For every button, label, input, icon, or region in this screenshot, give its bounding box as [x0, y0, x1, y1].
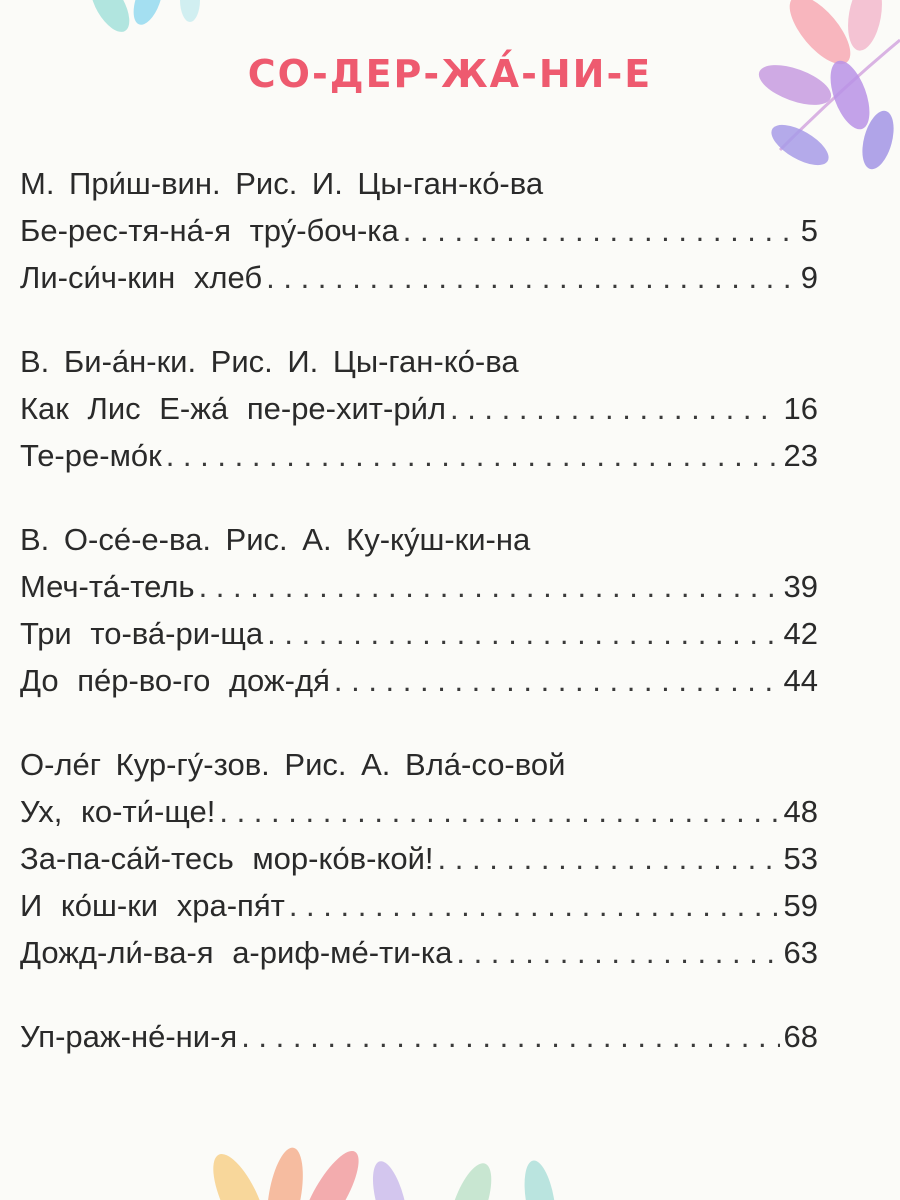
dot-leader — [219, 788, 779, 835]
entry-title: За-па-са́й-тесь мор-ко́в-кой! — [20, 841, 434, 876]
dot-leader — [403, 207, 797, 254]
toc-section — [20, 1013, 818, 1060]
page-number: 48 — [783, 794, 818, 829]
dot-leader — [438, 835, 780, 882]
page-number: 42 — [783, 616, 818, 651]
dot-leader — [289, 882, 780, 929]
page-title: СО-ДЕР-ЖА́-НИ-Е — [247, 52, 653, 96]
dot-leader — [266, 254, 797, 301]
toc-entry[interactable] — [20, 610, 818, 657]
toc-entry[interactable] — [20, 929, 818, 976]
entry-title: Меч-та́-тель — [20, 569, 195, 604]
entry-title: Три то-ва́-ри-ща — [20, 616, 264, 651]
page-number: 16 — [783, 391, 818, 426]
page-number: 68 — [783, 1019, 818, 1054]
section-author: В. Би-а́н-ки. Рис. И. Цы-ган-ко́-ва — [20, 344, 519, 379]
entry-title: Как Лис Е-жа́ пе-ре-хит-ри́л — [20, 391, 446, 426]
toc-entry[interactable] — [20, 1013, 818, 1060]
dot-leader — [456, 929, 779, 976]
page-number: 39 — [783, 569, 818, 604]
entry-title: Бе-рес-тя-на́-я тру́-боч-ка — [20, 213, 399, 248]
page-number: 59 — [783, 888, 818, 923]
page-number: 63 — [783, 935, 818, 970]
dot-leader — [450, 385, 780, 432]
page-number: 53 — [783, 841, 818, 876]
toc-section — [20, 160, 818, 301]
dot-leader — [199, 563, 780, 610]
entry-title: Ли-си́ч-кин хлеб — [20, 260, 263, 295]
toc-entry[interactable] — [20, 385, 818, 432]
toc-entry[interactable] — [20, 432, 818, 479]
page-number: 5 — [800, 213, 818, 248]
entry-title: Дожд-ли́-ва-я а-риф-ме́-ти-ка — [20, 935, 453, 970]
toc-section — [20, 338, 818, 479]
toc-entry[interactable] — [20, 207, 818, 254]
toc-entry[interactable] — [20, 882, 818, 929]
entry-title: Те-ре-мо́к — [20, 438, 162, 473]
toc-entry[interactable] — [20, 835, 818, 882]
entry-title: Ух, ко-ти́-ще! — [20, 794, 216, 829]
page-number: 44 — [783, 663, 818, 698]
section-author: М. При́ш-вин. Рис. И. Цы-ган-ко́-ва — [20, 166, 544, 201]
dot-leader — [241, 1013, 779, 1060]
toc-entry[interactable] — [20, 657, 818, 704]
entry-title: И ко́ш-ки хра-пя́т — [20, 888, 285, 923]
dot-leader — [334, 657, 780, 704]
entry-title: До пе́р-во-го дож-дя́ — [20, 663, 330, 698]
section-author: О-ле́г Кур-гу́-зов. Рис. А. Вла́-со-вой — [20, 747, 566, 782]
toc-entry[interactable] — [20, 254, 818, 301]
toc-section — [20, 741, 818, 976]
toc-entry[interactable] — [20, 788, 818, 835]
toc-section — [20, 516, 818, 704]
page-number: 23 — [783, 438, 818, 473]
toc-entry[interactable] — [20, 563, 818, 610]
section-author: В. О-се́-е-ва. Рис. А. Ку-ку́ш-ки-на — [20, 522, 531, 557]
page-number: 9 — [800, 260, 818, 295]
dot-leader — [267, 610, 779, 657]
dot-leader — [166, 432, 780, 479]
entry-title: Уп-раж-не́-ни-я — [20, 1019, 238, 1054]
leaf-decoration-top-left-icon — [90, 0, 230, 40]
table-of-contents — [20, 160, 818, 1097]
leaf-decoration-bottom-icon — [180, 1100, 600, 1200]
